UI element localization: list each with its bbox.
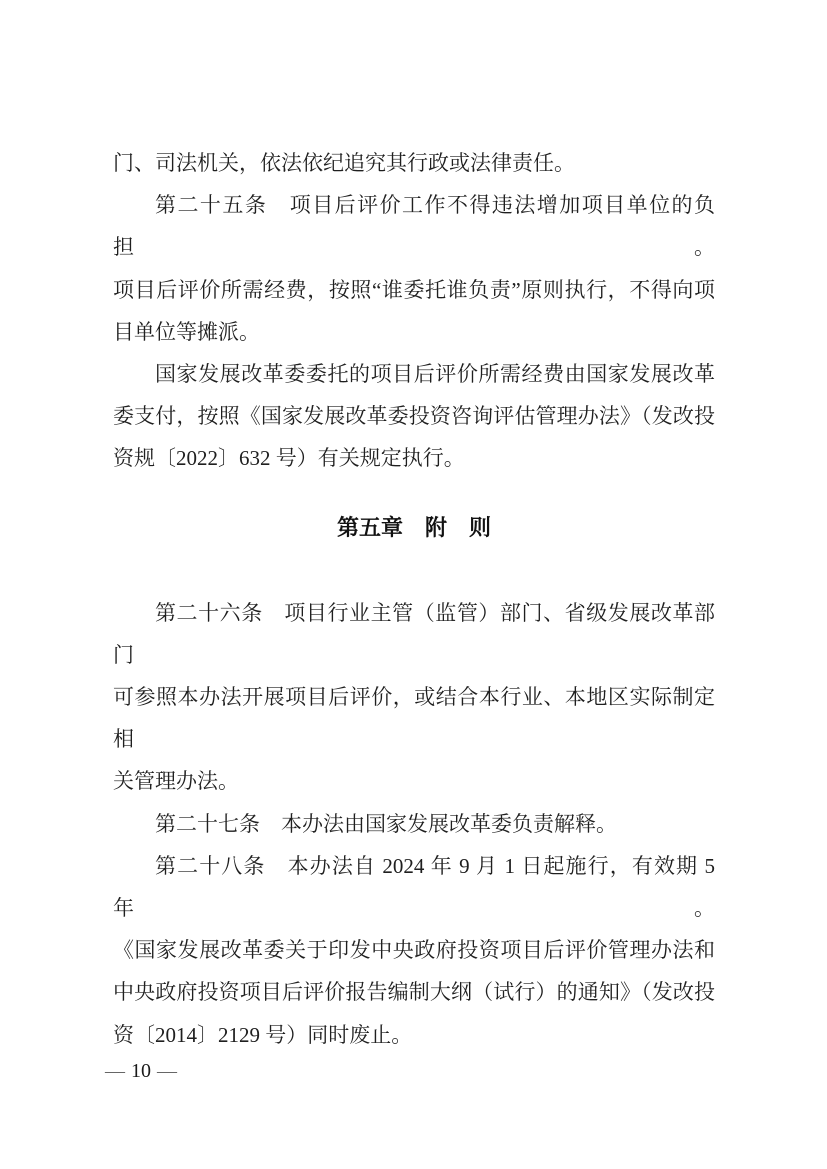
- body-line: 可参照本办法开展项目后评价，或结合本行业、本地区实际制定相: [113, 685, 715, 752]
- body-line: 项目后评价所需经费，按照“谁委托谁负责”原则执行，不得向项: [113, 277, 715, 302]
- body-line: 资规〔2022〕632 号）有关规定执行。: [113, 446, 465, 471]
- footer-page-number: 10: [131, 1060, 151, 1082]
- body-line: 委支付，按照《国家发展改革委投资咨询评估管理办法》（发改投: [113, 404, 715, 429]
- body-line: 目单位等摊派。: [113, 319, 260, 344]
- footer-dash-right: —: [157, 1060, 177, 1082]
- chapter-heading: 第五章 附 则: [336, 514, 491, 540]
- document-body: [113, 142, 721, 1056]
- body-line: 门、司法机关，依法依纪追究其行政或法律责任。: [113, 151, 575, 175]
- body-line: 国家发展改革委委托的项目后评价所需经费由国家发展改革: [155, 362, 715, 387]
- body-line: 中央政府投资项目后评价报告编制大纲（试行）的通知》（发改投: [113, 980, 715, 1005]
- body-line-article-25: 第二十五条 项目后评价工作不得违法增加项目单位的负担。: [113, 193, 715, 260]
- body-line: 资〔2014〕2129 号）同时废止。: [113, 1022, 413, 1047]
- body-line: 关管理办法。: [113, 769, 239, 794]
- page-footer: [105, 1059, 177, 1083]
- footer-dash-left: —: [105, 1060, 125, 1082]
- body-line-article-28: 第二十八条 本办法自 2024 年 9 月 1 日起施行，有效期 5 年。: [113, 853, 721, 921]
- body-line-article-26: 第二十六条 项目行业主管（监管）部门、省级发展改革部门: [113, 600, 715, 667]
- body-line: 《国家发展改革委关于印发中央政府投资项目后评价管理办法和: [113, 938, 715, 963]
- body-line-article-27: 第二十七条 本办法由国家发展改革委负责解释。: [155, 811, 617, 836]
